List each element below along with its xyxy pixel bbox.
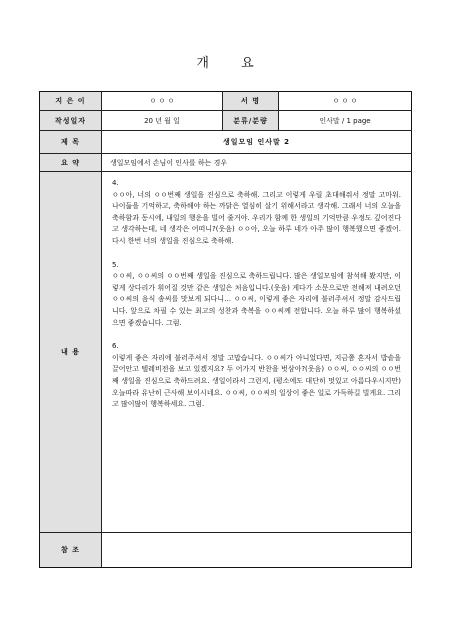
sign-label: 서 명 bbox=[223, 92, 279, 111]
content-paragraph bbox=[112, 178, 401, 248]
subject-row bbox=[40, 131, 412, 154]
subject-label: 제 목 bbox=[40, 131, 102, 154]
reference-value bbox=[102, 533, 412, 568]
content-label: 내 용 bbox=[40, 172, 102, 533]
paragraph-text: ㅇㅇ아, 너의 ㅇㅇ번째 생일을 진심으로 축하해. 그리고 이렇게 우릴 초대해줘서 정말 고마워. 나이듦을 기억하고, 축하해야 하는 까닭은 열심히 살기 위해서라고 생각해. 그래서 너의 오늘을 축하함과 동시에, 내일의 행운을 빌어 줄거야. 우리가 함께 한 생일의 기억만큼 우정도 깊어진다고 생각하는데, 네 생각은 어떠니?(웃음) ㅇㅇ아, 오늘 하루 네가 아주 많이 행복했으면 좋겠어. 다시 한번 너의 생일을 진심으로 축하해. bbox=[112, 190, 401, 245]
summary-label: 요 약 bbox=[40, 154, 102, 172]
subject-value: 생일모임 인사말 2 bbox=[102, 131, 412, 154]
paragraph-number: 6. bbox=[112, 342, 119, 351]
summary-value: 생일모임에서 손님이 인사를 하는 경우 bbox=[102, 154, 412, 172]
reference-row bbox=[40, 533, 412, 568]
category-label: 분류/분량 bbox=[223, 111, 279, 131]
sign-value: ㅇ ㅇ ㅇ bbox=[279, 92, 412, 111]
date-label: 작성일자 bbox=[40, 111, 102, 131]
overview-form-table bbox=[39, 91, 412, 568]
paragraph-text: ㅇㅇ씨, ㅇㅇ씨의 ㅇㅇ번째 생일을 진심으로 축하드립니다. 많은 생일모임에 참석해 봤지만, 이렇게 상다리가 휘어질 것만 같은 생일은 처음입니다.(웃음) 게다가 소문으로만 전해져 내려오던 ㅇㅇ씨의 음식 솜씨를 맛보게 되다니… ㅇㅇ씨, 이렇게 좋은 자리에 불러주셔서 정말 감사드립니다. 앞으로 차필 수 있는 최고의 성찬과 축복을 ㅇㅇ씨께 전합니다. 오늘 하루 많이 행복하셨으면 좋겠습니다. 그럼. bbox=[112, 272, 401, 327]
document-title bbox=[0, 52, 450, 71]
summary-row bbox=[40, 154, 412, 172]
date-value: 20 년 월 일 bbox=[102, 111, 223, 131]
content-row bbox=[40, 172, 412, 533]
content-paragraph bbox=[112, 341, 401, 411]
content-paragraph bbox=[112, 260, 401, 330]
paragraph-number: 5. bbox=[112, 260, 119, 269]
paragraph-text: 이렇게 좋은 자리에 불러주셔서 정말 고맙습니다. ㅇㅇ씨가 아니었다면, 지금쯤 혼자서 밥솥을 끌어안고 텔레비전을 보고 있겠지요? 두 어가지 반찬을 벗삼아?(웃음) ㅇㅇ씨, ㅇㅇ씨의 ㅇㅇ번째 생일을 진심으로 축하드려요. 생일이라서 그런지, (평소에도 대단히 멋있고 아름다우시지만) 오늘따라 유난히 근사해 보이시네요. ㅇㅇ씨, ㅇㅇ씨의 일상이 좋은 일로 가득하길 빌게요. 그리고 많이많이 행복하세요. 그럼. bbox=[112, 353, 401, 409]
author-row bbox=[40, 92, 412, 111]
author-label: 지 은 이 bbox=[40, 92, 102, 111]
category-value: 인사말 / 1 page bbox=[279, 111, 412, 131]
reference-label: 참 조 bbox=[40, 533, 102, 568]
document-title-char: 요 bbox=[241, 56, 254, 71]
date-row bbox=[40, 111, 412, 131]
author-value: ㅇ ㅇ ㅇ bbox=[102, 92, 223, 111]
content-body bbox=[102, 172, 412, 533]
document-title-char: 개 bbox=[196, 56, 209, 71]
paragraph-number: 4. bbox=[112, 179, 119, 187]
